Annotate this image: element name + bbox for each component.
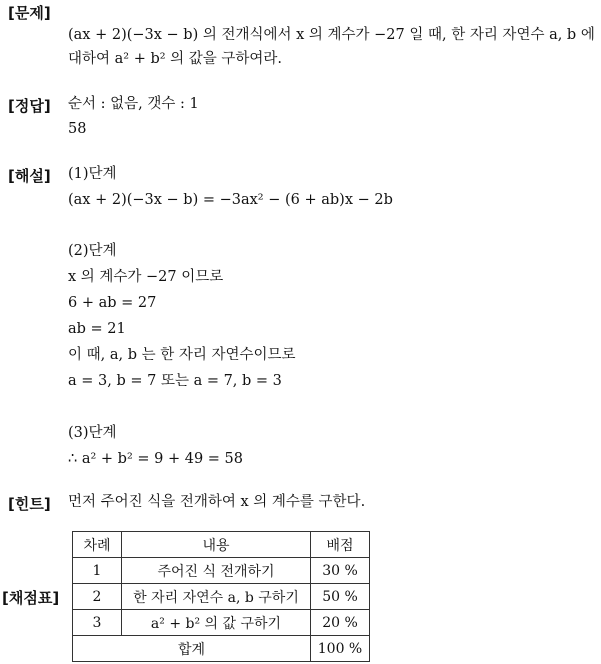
rubric-header-content: 내용 — [122, 532, 311, 558]
answer-value: 58 — [68, 121, 87, 137]
rubric-total-row — [73, 636, 370, 662]
hint-label: [힌트] — [8, 495, 51, 513]
rubric-row-no: 3 — [73, 610, 122, 636]
rubric-header-row — [73, 532, 370, 558]
answer-meta: 순서 : 없음, 갯수 : 1 — [68, 96, 199, 112]
rubric-row-score: 20 % — [311, 610, 370, 636]
step1-title: (1)단계 — [68, 166, 117, 182]
rubric-row-content: a² + b² 의 값 구하기 — [122, 610, 311, 636]
hint-text: 먼저 주어진 식을 전개하여 x 의 계수를 구한다. — [68, 494, 366, 510]
rubric-row-score: 30 % — [311, 558, 370, 584]
rubric-table — [72, 531, 370, 662]
rubric-label: [채점표] — [2, 589, 60, 607]
problem-text-line-1: (ax + 2)(−3x − b) 의 전개식에서 x 의 계수가 −27 일 때, 한 자리 자연수 a, b 에 — [68, 27, 595, 43]
step2-line-3: ab = 21 — [68, 321, 126, 337]
solution-label: [해설] — [8, 167, 51, 185]
step2-line-4: 이 때, a, b 는 한 자리 자연수이므로 — [68, 347, 296, 363]
step2-line-1: x 의 계수가 −27 이므로 — [68, 269, 224, 285]
rubric-row-no: 1 — [73, 558, 122, 584]
problem-label: [문제] — [8, 4, 51, 22]
step2-line-5: a = 3, b = 7 또는 a = 7, b = 3 — [68, 373, 282, 389]
rubric-total-score: 100 % — [311, 636, 370, 662]
step2-line-2: 6 + ab = 27 — [68, 295, 157, 311]
rubric-row — [73, 584, 370, 610]
rubric-row-content: 한 자리 자연수 a, b 구하기 — [122, 584, 311, 610]
step3-line-1: ∴ a² + b² = 9 + 49 = 58 — [68, 451, 243, 467]
rubric-row-content: 주어진 식 전개하기 — [122, 558, 311, 584]
rubric-header-no: 차례 — [73, 532, 122, 558]
rubric-header-score: 배점 — [311, 532, 370, 558]
rubric-total-label: 합계 — [73, 636, 311, 662]
answer-label: [정답] — [8, 97, 51, 115]
step3-title: (3)단계 — [68, 425, 117, 441]
problem-text-line-2: 대하여 a² + b² 의 값을 구하여라. — [68, 51, 283, 67]
step1-line-1: (ax + 2)(−3x − b) = −3ax² − (6 + ab)x − 2b — [68, 192, 393, 208]
rubric-row-score: 50 % — [311, 584, 370, 610]
rubric-row-no: 2 — [73, 584, 122, 610]
rubric-row — [73, 558, 370, 584]
step2-title: (2)단계 — [68, 243, 117, 259]
rubric-row — [73, 610, 370, 636]
